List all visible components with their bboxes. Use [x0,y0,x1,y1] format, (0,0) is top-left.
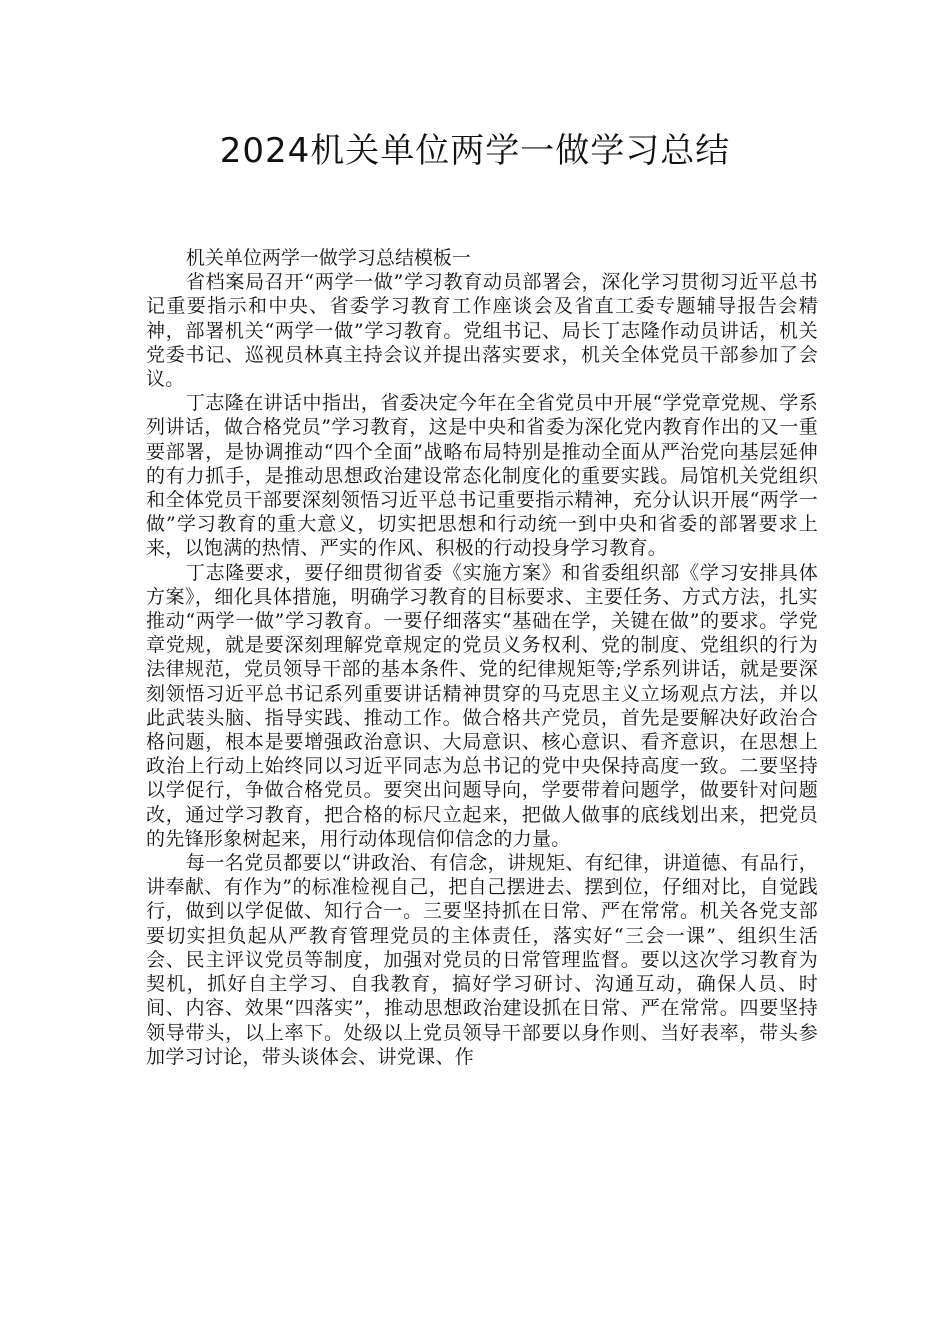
document-title: 2024机关单位两学一做学习总结 [219,131,731,171]
document-subtitle: 机关单位两学一做学习总结模板一 [185,247,471,269]
body-paragraph: 每一名党员都要以“讲政治、有信念，讲规矩、有纪律，讲道德、有品行，讲奉献、有作为”的标准检视自己，把自己摆进去、摆到位，仔细对比，自觉践行，做到以学促做、知行合一。三要坚持抓在日常、严在常常。机关各党支部要切实担负起从严教育管理党员的主体责任，落实好“三会一课”、组织生活会、民主评议党员等制度，加强对党员的日常管理监督。要以这次学习教育为契机，抓好自主学习、自我教育，搞好学习研讨、沟通互动，确保人员、时间、内容、效果“四落实”，推动思想政治建设抓在日常、严在常常。四要坚持领导带头，以上率下。处级以上党员领导干部要以身作则、当好表率，带头参加学习讨论，带头谈体会、讲党课、作 [146,852,818,1068]
document-body [146,246,818,1069]
body-paragraph: 丁志隆在讲话中指出，省委决定今年在全省党员中开展“学党章党规、学系列讲话，做合格党员”学习教育，这是中央和省委为深化党内教育作出的又一重要部署，是协调推动“四个全面”战略布局特别是推动全面从严治党向基层延伸的有力抓手，是推动思想政治建设常态化制度化的重要实践。局馆机关党组织和全体党员干部要深刻领悟习近平总书记重要指示精神，充分认识开展“两学一做”学习教育的重大意义，切实把思想和行动统一到中央和省委的部署要求上来，以饱满的热情、严实的作风、积极的行动投身学习教育。 [146,392,818,560]
body-paragraph: 丁志隆要求，要仔细贯彻省委《实施方案》和省委组织部《学习安排具体方案》，细化具体措施，明确学习教育的目标要求、主要任务、方式方法，扎实推动“两学一做”学习教育。一要仔细落实“基础在学，关键在做”的要求。学党章党规，就是要深刻理解党章规定的党员义务权利、党的制度、党组织的行为法律规范，党员领导干部的基本条件、党的纪律规矩等;学系列讲话，就是要深刻领悟习近平总书记系列重要讲话精神贯穿的马克思主义立场观点方法，并以此武装头脑、指导实践、推动工作。做合格共产党员，首先是要解决好政治合格问题，根本是要增强政治意识、大局意识、核心意识、看齐意识，在思想上政治上行动上始终同以习近平同志为总书记的党中央保持高度一致。二要坚持以学促行，争做合格党员。要突出问题导向，学要带着问题学，做要针对问题改，通过学习教育，把合格的标尺立起来，把做人做事的底线划出来，把党员的先锋形象树起来，用行动体现信仰信念的力量。 [146,561,818,850]
body-paragraph: 省档案局召开“两学一做”学习教育动员部署会，深化学习贯彻习近平总书记重要指示和中央、省委学习教育工作座谈会及省直工委专题辅导报告会精神，部署机关“两学一做”学习教育。党组书记、局长丁志隆作动员讲话，机关党委书记、巡视员林真主持会议并提出落实要求，机关全体党员干部参加了会议。 [146,271,818,391]
